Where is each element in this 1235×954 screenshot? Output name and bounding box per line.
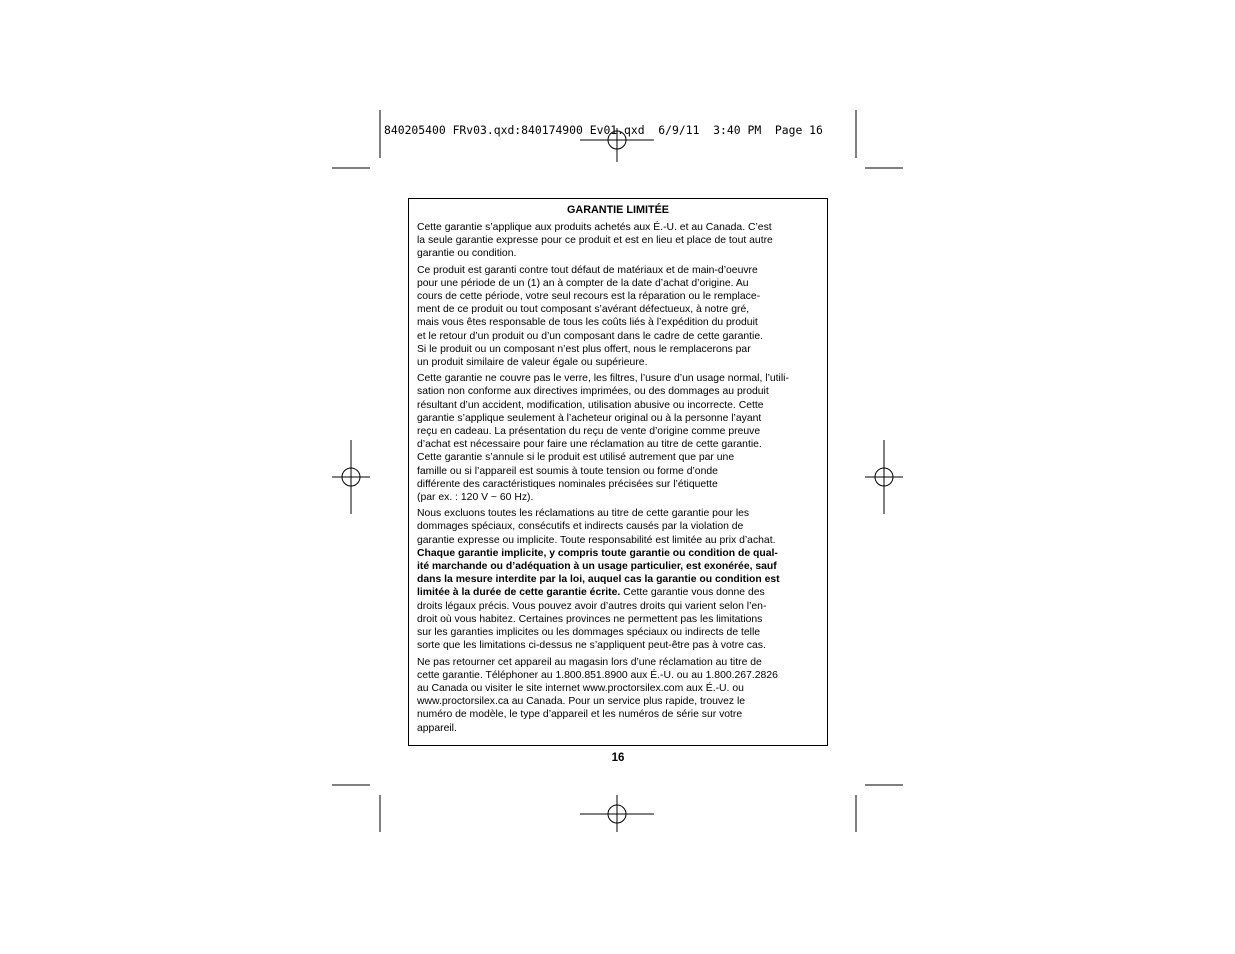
text-line: différente des caractéristiques nominales précisées sur l’étiquette [417,478,718,490]
text-line: au Canada ou visiter le site internet www.proctorsilex.com aux É.-U. ou [417,682,744,694]
text-line: la seule garantie expresse pour ce produit et est en lieu et place de tout autre [417,235,773,247]
paragraph-exclusions [417,372,819,504]
text-line: garantie ou condition. [417,248,517,260]
text-line: www.proctorsilex.ca au Canada. Pour un service plus rapide, trouvez le [417,696,746,708]
text-line: (par ex. : 120 V ~ 60 Hz). [417,492,534,504]
text-line: famille ou si l’appareil est soumis à toute tension ou forme d’onde [417,465,718,477]
text-line: Si le produit ou un composant n’est plus offert, nous le remplacerons par [417,343,751,355]
text-line: Cette garantie s’annule si le produit est utilisé autrement que par une [417,452,735,464]
text-line: cours de cette période, votre seul recours est la réparation ou le remplace- [417,291,761,303]
text-line: Ne pas retourner cet appareil au magasin lors d’une réclamation au titre de [417,656,762,668]
paragraph-scope [417,221,819,261]
text-line: ment de ce produit ou tout composant s’avérant défectueux, à notre gré, [417,304,750,316]
text-line: sation non conforme aux directives imprimées, ou des dommages au produit [417,386,769,398]
text-line: Cette garantie ne couvre pas le verre, les filtres, l’usure d’un usage normal, l’utili- [417,373,789,385]
bold-text-line: dans la mesure interdite par la loi, auquel cas la garantie ou condition est [417,574,780,586]
text-line: Cette garantie s’applique aux produits achetés aux É.-U. et au Canada. C’est [417,222,772,233]
text-line: sorte que les limitations ci-dessus ne s’appliquent peut-être pas à votre cas. [417,640,766,652]
text-line: résultant d’un accident, modification, utilisation abusive ou incorrecte. Cette [417,399,764,411]
text-line: d’achat est nécessaire pour faire une réclamation au titre de cette garantie. [417,439,762,451]
text-line: pour une période de un (1) an à compter de la date d’achat d’origine. Au [417,277,749,289]
box-title: GARANTIE LIMITÉE [567,204,669,216]
mixed-text-line [417,586,819,599]
bold-text-line: ité marchande ou d’adéquation à un usage particulier, est exonérée, sauf [417,561,777,573]
text-line: garantie expresse ou implicite. Toute responsabilité est limitée au prix d’achat. [417,534,776,546]
text-line: Nous excluons toutes les réclamations au titre de cette garantie pour les [417,508,750,520]
registration-mark-bottom [580,795,654,832]
page-number: 16 [611,752,625,764]
text-line: droits légaux précis. Vous pouvez avoir d’autres droits qui varient selon l’en- [417,600,767,612]
paragraph-contact [417,656,819,735]
bold-text: limitée à la durée de cette garantie écrite. [417,587,621,599]
text-line: garantie s’applique seulement à l’acheteur original ou à la personne l’ayant [417,412,762,424]
text-line: mais vous êtes responsable de tous les coûts liés à l’expédition du produit [417,317,758,329]
text-line: dommages spéciaux, consécutifs et indirects causés par la violation de [417,521,744,533]
registration-mark-right [865,440,903,514]
text-line: appareil. [417,722,457,734]
paragraph-coverage [417,264,819,370]
text-line: cette garantie. Téléphoner au 1.800.851.8900 aux É.-U. ou au 1.800.267.2826 [417,669,778,681]
text-line: sur les garanties implicites ou les dommages spéciaux ou indirects de telle [417,627,761,639]
normal-text: Cette garantie vous donne des [620,587,765,599]
bold-text-line: Chaque garantie implicite, y compris toute garantie ou condition de qual- [417,547,778,559]
registration-mark-left [332,440,370,514]
registration-mark-top [580,128,654,162]
text-line: reçu en cadeau. La présentation du reçu de vente d’origine comme preuve [417,426,761,438]
text-line: droit où vous habitez. Certaines provinces ne permettent pas les limitations [417,613,763,625]
text-line: Ce produit est garanti contre tout défaut de matériaux et de main-d’oeuvre [417,264,758,276]
warranty-box [408,198,828,746]
text-line: numéro de modèle, le type d’appareil et les numéros de série sur votre [417,709,743,721]
paragraph-liability [417,507,819,652]
print-slug: 840205400 FRv03.qxd:840174900 Ev01.qxd 6/9/11 3:40 PM Page 16 [384,123,823,137]
text-line: un produit similaire de valeur égale ou supérieure. [417,357,648,369]
text-line: et le retour d’un produit ou d’un composant dans le cadre de cette garantie. [417,330,764,342]
